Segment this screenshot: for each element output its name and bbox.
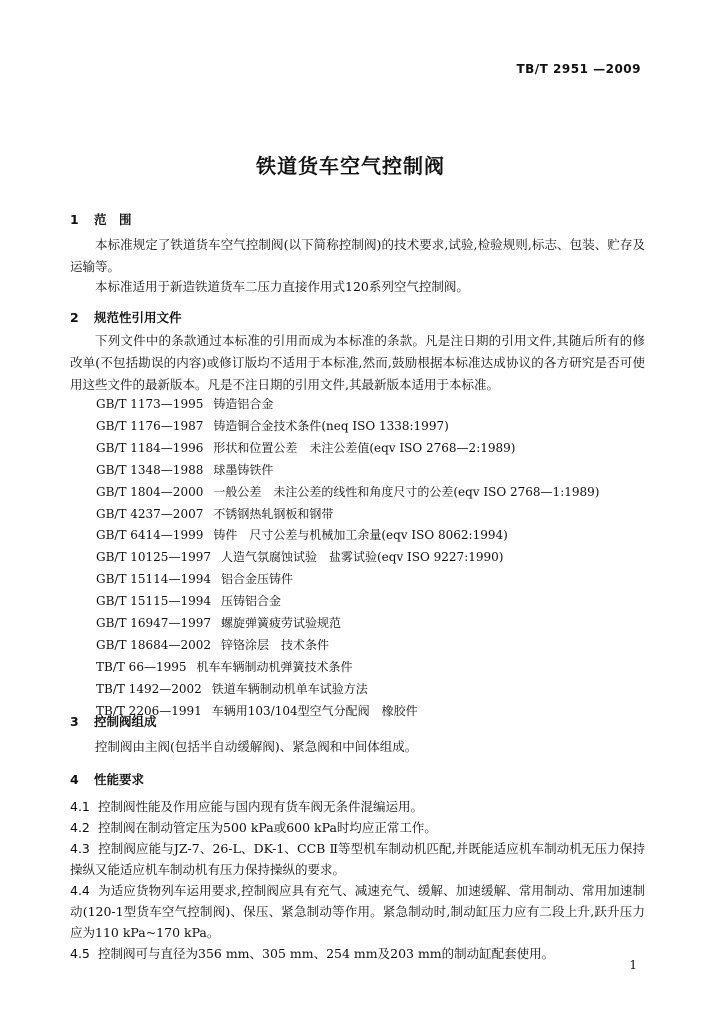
reference-name: 形状和位置公差 未注公差值(eqv ISO 2768—2:1989) xyxy=(213,440,516,455)
reference-code: TB/T 1492—2002 xyxy=(96,681,202,696)
reference-code: GB/T 16947—1997 xyxy=(96,616,211,631)
section-3-paragraph: 控制阀由主阀(包括半自动缓解阀)、紧急阀和中间体组成。 xyxy=(95,739,418,754)
section-number: 3 xyxy=(70,714,79,729)
reference-code: GB/T 4237—2007 xyxy=(96,506,204,521)
page-number: 1 xyxy=(629,958,637,972)
section-number: 4 xyxy=(70,772,79,787)
reference-code: GB/T 1184—1996 xyxy=(96,440,204,455)
clause-text: 控制阀在制动管定压为500 kPa或600 kPa时均应正常工作。 xyxy=(98,820,437,835)
reference-code: GB/T 1173—1995 xyxy=(96,397,204,411)
reference-code: GB/T 1804—2000 xyxy=(96,484,204,499)
section-3-heading xyxy=(70,712,157,730)
section-4-heading xyxy=(70,770,144,788)
reference-code: GB/T 10125—1997 xyxy=(96,550,211,565)
reference-code: GB/T 1176—1987 xyxy=(96,418,204,433)
clause-4-5 xyxy=(70,943,645,964)
reference-item xyxy=(96,657,599,679)
reference-name: 螺旋弹簧疲劳试验规范 xyxy=(220,616,341,631)
clause-text: 为适应货物列车运用要求,控制阀应具有充气、减速充气、缓解、加速缓解、常用制动、常用加速制动(120-1型货车空气控制阀)、保压、紧急制动等作用。紧急制动时,制动缸压力应有二段上升,跃升压力应为110 kPa~170 kPa。 xyxy=(70,883,645,940)
section-1-paragraph-2: 本标准适用于新造铁道货车二压力直接作用式120系列空气控制阀。 xyxy=(95,279,469,294)
section-1-paragraph-1: 本标准规定了铁道货车空气控制阀(以下简称控制阀)的技术要求,试验,检验规则,标志、包装、贮存及运输等。 xyxy=(70,237,645,274)
clause-number: 4.3 xyxy=(70,841,90,856)
clause-4-4 xyxy=(70,880,645,943)
clause-text: 控制阀可与直径为356 mm、305 mm、254 mm及203 mm的制动缸配套使用。 xyxy=(98,946,555,961)
section-2-heading xyxy=(70,308,182,326)
reference-item xyxy=(96,591,599,613)
reference-item xyxy=(96,416,599,438)
section-2-paragraph: 下列文件中的条款通过本标准的引用而成为本标准的条款。凡是注日期的引用文件,其随后所有的修改单(不包括勘误的内容)或修订版均不适用于本标准,然而,鼓励根据本标准达成协议的各方研究是否可使用这些文件的最新版本。凡是不注日期的引用文件,其最新版本适用于本标准。 xyxy=(70,333,645,392)
clause-number: 4.1 xyxy=(70,799,90,814)
reference-name: 人造气氛腐蚀试验 盐雾试验(eqv ISO 9227:1990) xyxy=(220,550,504,565)
clause-number: 4.2 xyxy=(70,820,90,835)
reference-name: 不锈钢热轧钢板和钢带 xyxy=(213,506,334,521)
clause-4-3 xyxy=(70,838,645,880)
section-title: 性能要求 xyxy=(94,772,145,787)
reference-name: 铝合金压铸件 xyxy=(220,572,293,587)
reference-item xyxy=(96,482,599,504)
reference-item xyxy=(96,613,599,635)
reference-name: 车辆用103/104型空气分配阀 橡胶件 xyxy=(211,703,418,718)
section-title: 规范性引用文件 xyxy=(94,310,182,325)
reference-name: 锌铬涂层 技术条件 xyxy=(220,637,329,652)
section-title: 范 围 xyxy=(94,212,132,227)
reference-item xyxy=(96,525,599,547)
reference-code: TB/T 66—1995 xyxy=(96,659,187,674)
reference-name: 压铸铝合金 xyxy=(220,594,281,609)
reference-item xyxy=(96,438,599,460)
section-1-heading xyxy=(70,210,132,228)
reference-item xyxy=(96,504,599,526)
reference-code: GB/T 6414—1999 xyxy=(96,528,204,543)
clause-text: 控制阀性能及作用应能与国内现有货车阀无条件混编运用。 xyxy=(98,799,424,814)
clause-number: 4.4 xyxy=(70,883,90,898)
reference-name: 铸造铝合金 xyxy=(213,397,274,411)
reference-item xyxy=(96,569,599,591)
reference-code: GB/T 1348—1988 xyxy=(96,462,204,477)
reference-name: 铸造铜合金技术条件(neq ISO 1338:1997) xyxy=(213,418,449,433)
normative-references-list xyxy=(96,394,599,723)
reference-name: 球墨铸铁件 xyxy=(213,462,274,477)
reference-item xyxy=(96,394,599,416)
clause-4-2 xyxy=(70,817,645,838)
reference-name: 一般公差 未注公差的线性和角度尺寸的公差(eqv ISO 2768—1:1989) xyxy=(213,484,600,499)
standard-code: TB/T 2951 —2009 xyxy=(516,62,641,76)
reference-name: 机车车辆制动机弹簧技术条件 xyxy=(196,659,353,674)
reference-name: 铁道车辆制动机单车试验方法 xyxy=(211,681,368,696)
reference-item xyxy=(96,460,599,482)
section-number: 2 xyxy=(70,310,79,325)
reference-code: GB/T 15114—1994 xyxy=(96,572,211,587)
section-number: 1 xyxy=(70,212,79,227)
reference-item xyxy=(96,547,599,569)
reference-item xyxy=(96,701,599,723)
reference-item xyxy=(96,679,599,701)
reference-code: GB/T 15115—1994 xyxy=(96,594,211,609)
document-title: 铁道货车空气控制阀 xyxy=(256,154,445,178)
clause-4-1 xyxy=(70,796,645,817)
reference-name: 铸件 尺寸公差与机械加工余量(eqv ISO 8062:1994) xyxy=(213,528,508,543)
reference-code: GB/T 18684—2002 xyxy=(96,637,211,652)
reference-item xyxy=(96,635,599,657)
reference-code: TB/T 2206—1991 xyxy=(96,703,202,718)
clause-number: 4.5 xyxy=(70,946,90,961)
clause-text: 控制阀应能与JZ-7、26-L、DK-1、CCB Ⅱ等型机车制动机匹配,并既能适应机车制动机无压力保持操纵又能适应机车制动机有压力保持操纵的要求。 xyxy=(70,841,645,877)
section-title: 控制阀组成 xyxy=(94,714,157,729)
